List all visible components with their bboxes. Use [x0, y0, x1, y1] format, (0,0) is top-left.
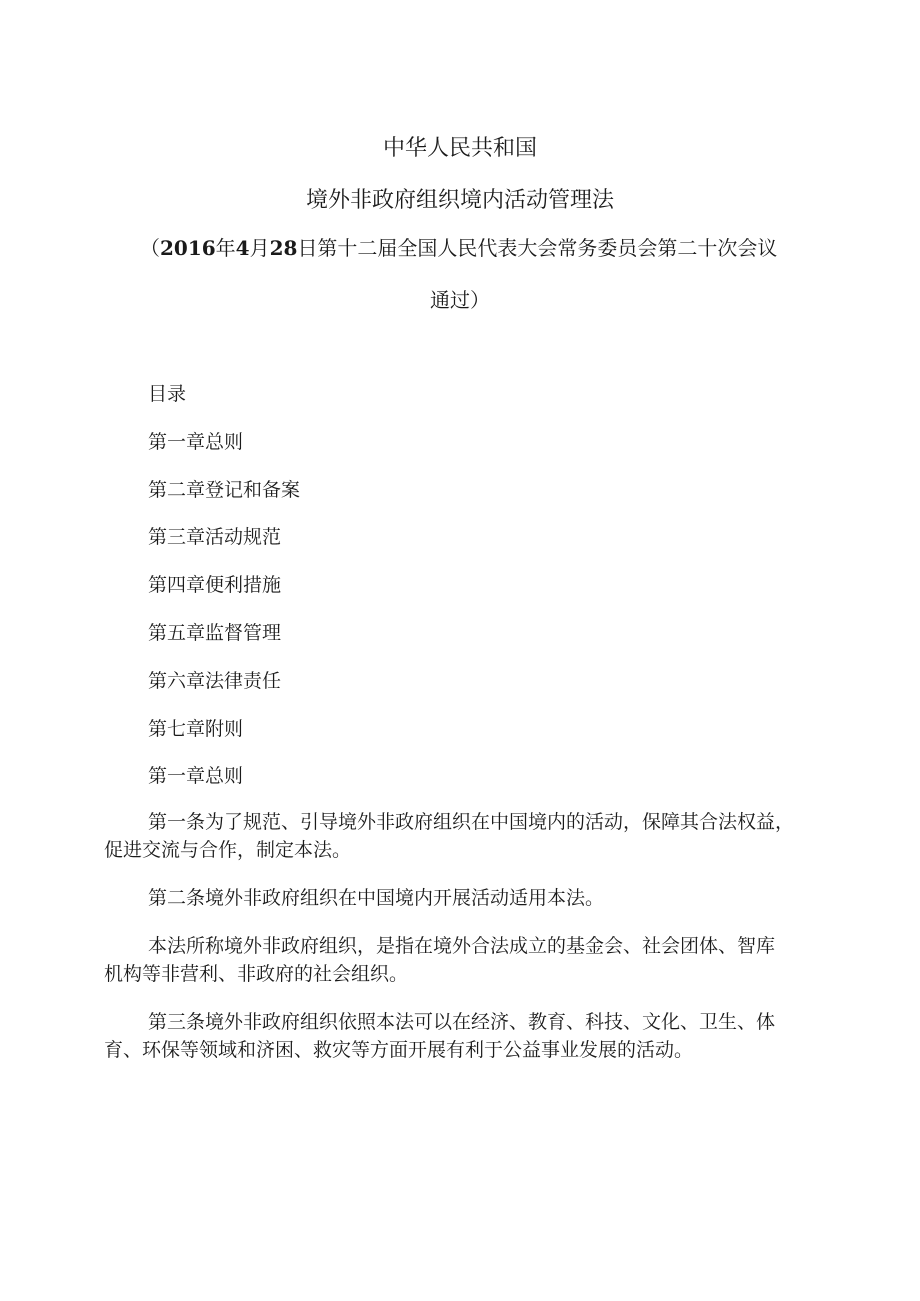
- adoption-note-end: 通过）: [430, 288, 490, 312]
- adoption-month: 4: [235, 236, 250, 260]
- toc-item: 第五章监督管理: [148, 621, 282, 644]
- article-3: [104, 1008, 832, 1064]
- article-3-line: 育、环保等领域和济困、救灾等方面开展有利于公益事业发展的活动。: [104, 1039, 694, 1061]
- article-2-definition: [104, 932, 832, 988]
- adoption-year: 2016: [160, 236, 216, 260]
- article-2-definition-line: 机构等非营利、非政府的社会组织。: [104, 963, 409, 985]
- article-2-definition-line: 本法所称境外非政府组织，是指在境外合法成立的基金会、社会团体、智库: [148, 935, 776, 957]
- toc-heading: 目录: [148, 383, 187, 405]
- article-2-line: 第二条境外非政府组织在中国境内开展活动适用本法。: [148, 887, 605, 909]
- title-country: 中华人民共和国: [382, 136, 537, 161]
- chapter-heading: 第一章总则: [148, 765, 244, 788]
- toc-item: 第二章登记和备案: [148, 478, 301, 501]
- toc-item: 第四章便利措施: [148, 574, 282, 597]
- adoption-year-suffix: 年: [215, 236, 236, 260]
- table-of-contents: [148, 380, 828, 810]
- article-2: [104, 884, 832, 912]
- toc-item: 第七章附则: [148, 717, 244, 740]
- toc-item: 第一章总则: [148, 430, 244, 453]
- article-1-line: 促进交流与合作，制定本法。: [104, 839, 352, 861]
- article-1: [104, 808, 832, 864]
- title-law-name: 境外非政府组织境内活动管理法: [305, 188, 614, 213]
- adoption-note: [140, 233, 800, 263]
- adoption-prefix: （: [140, 236, 160, 260]
- toc-item: 第三章活动规范: [148, 526, 282, 549]
- adoption-month-suffix: 月: [249, 236, 270, 260]
- article-3-line: 第三条境外非政府组织依照本法可以在经济、教育、科技、文化、卫生、体: [148, 1011, 776, 1033]
- adoption-rest: 日第十二届全国人民代表大会常务委员会第二十次会议: [297, 236, 778, 260]
- toc-item: 第六章法律责任: [148, 669, 282, 692]
- chapter-body: [104, 808, 832, 1084]
- adoption-day: 28: [269, 236, 298, 260]
- article-1-line: 第一条为了规范、引导境外非政府组织在中国境内的活动，保障其合法权益，: [148, 811, 795, 833]
